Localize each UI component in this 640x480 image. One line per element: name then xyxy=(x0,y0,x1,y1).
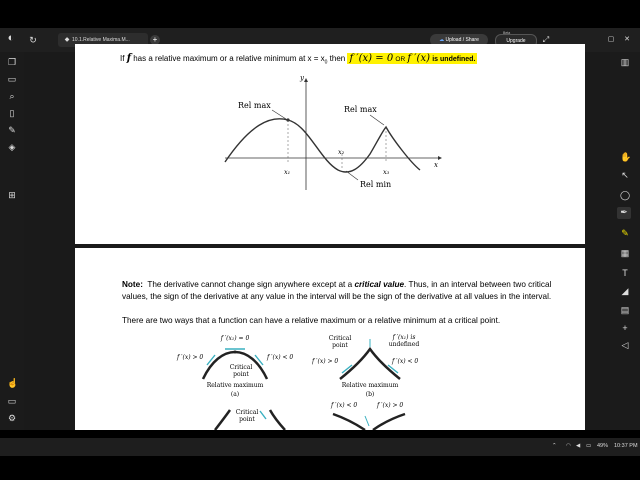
x-axis-label: x xyxy=(434,161,438,169)
tangent-c xyxy=(260,411,266,419)
figure-b xyxy=(312,333,432,403)
close-icon[interactable]: ✕ xyxy=(624,36,630,43)
note-paragraph: Note: The derivative cannot change sign anywhere except at a critical value. Thus, in an interval between two critical values, the sign of the derivative at any value in the interval will be the sign of the derivative at all values in the interval. xyxy=(122,280,552,301)
hand-icon[interactable]: ☝ xyxy=(7,378,19,388)
beta-badge: Beta xyxy=(503,31,511,35)
refresh-icon[interactable]: ↻ xyxy=(29,35,37,45)
figure-c xyxy=(200,405,300,430)
x3-label: x₃ xyxy=(383,168,390,176)
wifi-icon[interactable]: ◠ xyxy=(566,443,571,449)
text-icon[interactable]: T xyxy=(622,268,628,278)
fig-b-right: f ′(x) < 0 xyxy=(392,358,419,365)
folder-icon[interactable]: ▭ xyxy=(7,74,17,84)
copy-icon[interactable]: ❐ xyxy=(7,57,17,67)
fig-d-left: f ′(x) < 0 xyxy=(331,402,358,409)
cursor-icon[interactable]: ↖ xyxy=(621,170,629,180)
fig-a-left-label: f ′(x) > 0 xyxy=(177,354,204,361)
fig-a-tag: (a) xyxy=(230,391,240,398)
tab-title: 10.1.Relative Maxima.M... xyxy=(72,37,130,43)
curve-d-right xyxy=(373,414,405,430)
fig-a-caption: Relative maximum xyxy=(206,382,264,389)
upload-share-label: Upload / Share xyxy=(445,37,479,43)
fig-a-right-label: f ′(x) < 0 xyxy=(267,354,294,361)
right-toolbar xyxy=(610,52,640,430)
upgrade-label: Upgrade xyxy=(506,38,526,44)
shapes-icon[interactable]: ▤ xyxy=(620,305,630,315)
condition-highlight: f ′(x) = 0 OR f ′(x) is undefined. xyxy=(349,53,476,64)
fig-d-right: f ′(x) > 0 xyxy=(377,402,404,409)
taskbar xyxy=(0,438,640,456)
volume-icon[interactable]: ◀ xyxy=(576,443,581,449)
fig-a-critical: Critical xyxy=(229,364,253,371)
lasso-icon[interactable]: ◯ xyxy=(620,190,631,200)
rel-max-leader-right xyxy=(370,115,384,125)
pen-tool-icon[interactable]: ✒ xyxy=(617,207,631,219)
x1-label: x₁ xyxy=(284,168,291,176)
settings-icon[interactable]: ⚙ xyxy=(7,413,17,423)
fig-b-top2: undefined xyxy=(388,341,420,348)
fig-b-tag: (b) xyxy=(365,391,375,398)
pen-icon[interactable]: ✎ xyxy=(8,125,16,135)
app-logo-icon[interactable]: ◐ xyxy=(7,32,15,44)
ways-paragraph: There are two ways that a function can have a relative maximum or a relative minimum at a critical point. xyxy=(122,316,501,325)
fig-a-top-label: f ′(x₁) = 0 xyxy=(220,335,250,342)
tangent-d xyxy=(365,416,369,426)
clock[interactable]: 10:37 PM xyxy=(614,443,638,449)
critical-point-a xyxy=(234,351,237,354)
calendar-icon[interactable]: ▦ xyxy=(620,248,630,258)
add-tool-icon[interactable]: + xyxy=(622,323,628,333)
chevron-up-icon[interactable]: ⌃ xyxy=(552,443,557,449)
fig-c-point: point xyxy=(239,416,255,423)
figure-a xyxy=(175,333,305,403)
cloud-upload-icon: ☁ xyxy=(439,37,445,43)
extrema-graph xyxy=(220,70,450,195)
battery-level: 49% xyxy=(597,443,609,449)
add-page-icon[interactable]: ⊞ xyxy=(8,190,16,200)
expand-icon[interactable]: ⤢ xyxy=(542,35,550,44)
panel-icon[interactable]: ▥ xyxy=(620,57,630,67)
window-restore-icon[interactable]: ▭ xyxy=(7,396,17,406)
eraser-icon[interactable]: ◢ xyxy=(621,286,629,296)
bookmark-icon[interactable]: ▯ xyxy=(9,108,15,118)
highlighter-icon[interactable]: ✎ xyxy=(621,228,629,238)
chat-icon[interactable]: ◁ xyxy=(621,340,629,350)
fig-b-top1: f ′(x₁) is xyxy=(392,334,416,341)
rel-max-label-left: Rel max xyxy=(238,101,271,110)
fig-a-point: point xyxy=(233,371,249,378)
layers-icon[interactable]: ◈ xyxy=(8,142,16,152)
fig-b-point: point xyxy=(332,342,348,349)
fig-b-critical: Critical xyxy=(328,335,352,342)
curve-c-left xyxy=(215,410,230,430)
rel-min-label: Rel min xyxy=(360,180,392,189)
curve-b xyxy=(340,349,400,379)
fig-b-caption: Relative maximum xyxy=(341,382,399,389)
y-axis-label: y xyxy=(300,74,304,82)
rel-min-leader xyxy=(346,171,358,180)
rel-max-leader-left xyxy=(272,110,286,119)
critical-value-term: critical value xyxy=(354,280,405,289)
rel-max-label-right: Rel max xyxy=(344,105,377,114)
tab-favicon-icon: ◆ xyxy=(64,37,70,43)
window-icon[interactable]: ▢ xyxy=(607,36,615,43)
theorem-line: If f has a relative maximum or a relative minimum at $x = x_0$ then f ′(x) = 0 OR f ′(x) is undefined. xyxy=(120,53,476,66)
fig-c-critical: Critical xyxy=(235,409,259,416)
figure-d xyxy=(325,398,425,430)
y-axis-arrow xyxy=(304,78,308,82)
x-axis-arrow xyxy=(438,156,442,160)
function-curve xyxy=(225,119,420,172)
search-icon[interactable]: ⌕ xyxy=(9,91,15,101)
f-symbol: f xyxy=(126,53,131,64)
hand-tool-icon[interactable]: ✋ xyxy=(620,152,632,162)
x2-label: x₂ xyxy=(338,148,345,156)
fig-b-left: f ′(x) > 0 xyxy=(312,358,339,365)
battery-icon[interactable]: ▭ xyxy=(586,443,592,449)
curve-d-left xyxy=(333,414,365,430)
curve-c-right xyxy=(270,410,285,430)
new-tab-button[interactable]: + xyxy=(150,35,160,45)
